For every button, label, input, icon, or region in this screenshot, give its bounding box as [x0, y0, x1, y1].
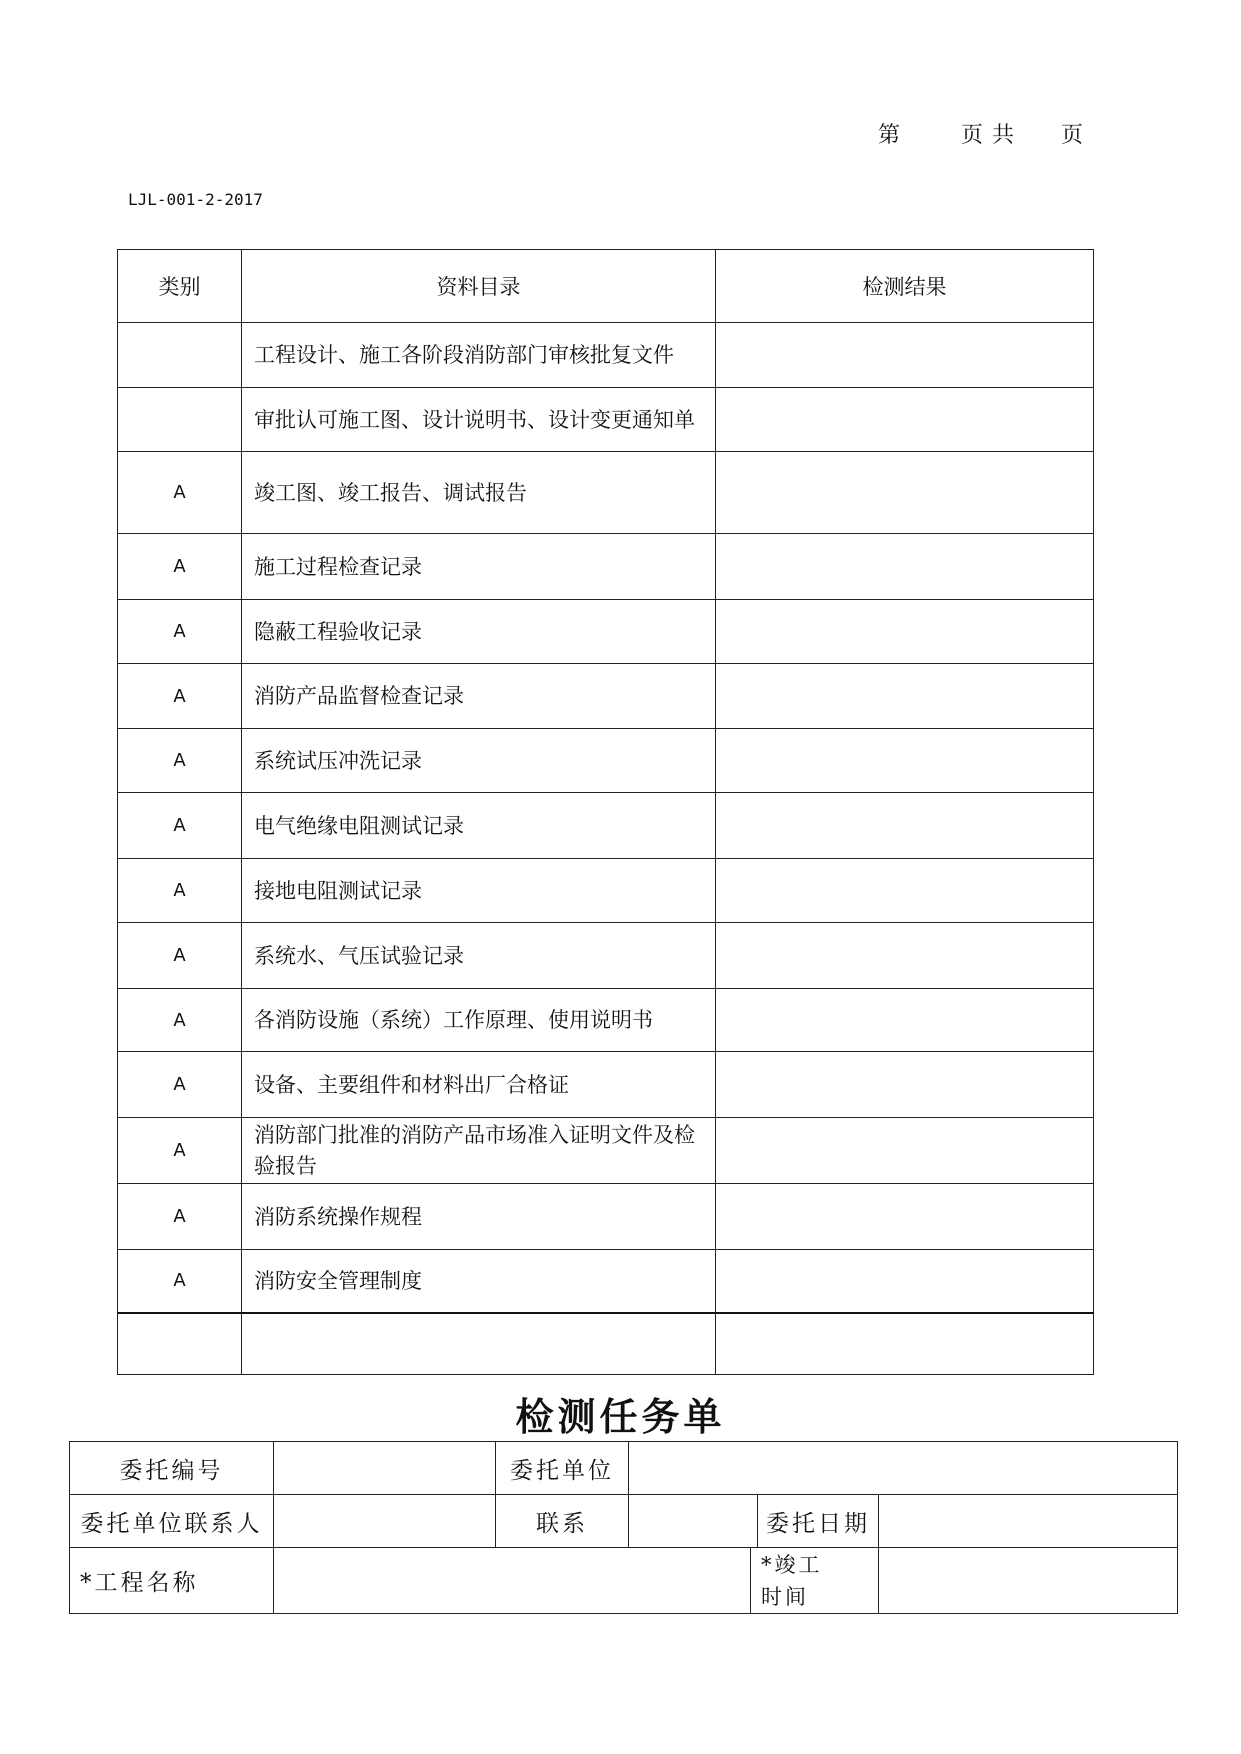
row-item: 施工过程检查记录	[242, 534, 716, 600]
table-row	[118, 1052, 1094, 1118]
table-row	[118, 452, 1094, 534]
unit-contact-field[interactable]	[274, 1495, 496, 1548]
table-row	[118, 600, 1094, 664]
page-header-part2: 页 共	[961, 123, 1016, 148]
row-category: A	[118, 1250, 242, 1313]
contact-label: 联系	[496, 1495, 629, 1548]
commission-no-label: 委托编号	[70, 1442, 274, 1495]
empty-category-cell[interactable]	[118, 1313, 242, 1375]
row-item: 系统试压冲洗记录	[242, 729, 716, 793]
header-inspection-result: 检测结果	[716, 250, 1094, 323]
page-header-part3: 页	[1061, 123, 1085, 148]
row-item: 接地电阻测试记录	[242, 859, 716, 923]
row-category: A	[118, 859, 242, 923]
row-item: 审批认可施工图、设计说明书、设计变更通知单	[242, 388, 716, 452]
row-item: 设备、主要组件和材料出厂合格证	[242, 1052, 716, 1118]
table-row	[118, 323, 1094, 388]
row-result-cell[interactable]	[716, 989, 1094, 1052]
row-item: 隐蔽工程验收记录	[242, 600, 716, 664]
task-form-title: 检测任务单	[515, 1394, 726, 1439]
row-category	[118, 388, 242, 452]
row-item: 竣工图、竣工报告、调试报告	[242, 452, 716, 534]
unit-contact-label: 委托单位联系人	[70, 1495, 274, 1548]
row-item: 系统水、气压试验记录	[242, 923, 716, 989]
row-item: 工程设计、施工各阶段消防部门审核批复文件	[242, 323, 716, 388]
row-category: A	[118, 989, 242, 1052]
task-row-contact	[70, 1495, 1178, 1548]
row-result-cell[interactable]	[716, 388, 1094, 452]
completion-time-label	[751, 1548, 879, 1614]
table-row	[118, 923, 1094, 989]
table-row	[118, 1118, 1094, 1184]
row-result-cell[interactable]	[716, 1052, 1094, 1118]
row-result-cell[interactable]	[716, 793, 1094, 859]
row-category: A	[118, 600, 242, 664]
table-row	[118, 534, 1094, 600]
table-row	[118, 729, 1094, 793]
row-result-cell[interactable]	[716, 1250, 1094, 1313]
row-result-cell[interactable]	[716, 600, 1094, 664]
table-row-empty	[118, 1313, 1094, 1375]
row-item: 各消防设施（系统）工作原理、使用说明书	[242, 989, 716, 1052]
row-result-cell[interactable]	[716, 323, 1094, 388]
commission-unit-field[interactable]	[629, 1442, 1178, 1495]
commission-no-field[interactable]	[274, 1442, 496, 1495]
row-result-cell[interactable]	[716, 1118, 1094, 1184]
row-item: 消防产品监督检查记录	[242, 664, 716, 729]
project-name-label: *工程名称	[70, 1548, 274, 1614]
inspection-task-form	[69, 1441, 1178, 1614]
task-row-project	[70, 1548, 1178, 1614]
row-result-cell[interactable]	[716, 859, 1094, 923]
row-item: 消防安全管理制度	[242, 1250, 716, 1313]
task-row-commission	[70, 1442, 1178, 1495]
page-header-part1: 第	[878, 123, 902, 148]
table-row	[118, 989, 1094, 1052]
table-row	[118, 1184, 1094, 1250]
header-document-list: 资料目录	[242, 250, 716, 323]
row-category: A	[118, 923, 242, 989]
row-result-cell[interactable]	[716, 534, 1094, 600]
commission-unit-label: 委托单位	[496, 1442, 629, 1495]
row-item: 消防部门批准的消防产品市场准入证明文件及检验报告	[242, 1118, 716, 1184]
table-row	[118, 1250, 1094, 1313]
commission-date-field[interactable]	[879, 1495, 1178, 1548]
row-category: A	[118, 1184, 242, 1250]
table-row	[118, 388, 1094, 452]
empty-item-cell[interactable]	[242, 1313, 716, 1375]
completion-time-label-line2: 时间	[761, 1584, 809, 1609]
contact-field[interactable]	[629, 1495, 758, 1548]
row-item: 电气绝缘电阻测试记录	[242, 793, 716, 859]
row-result-cell[interactable]	[716, 452, 1094, 534]
table-row	[118, 793, 1094, 859]
table-row	[118, 664, 1094, 729]
empty-result-cell[interactable]	[716, 1313, 1094, 1375]
header-category: 类别	[118, 250, 242, 323]
row-result-cell[interactable]	[716, 1184, 1094, 1250]
commission-date-label: 委托日期	[758, 1495, 879, 1548]
row-category: A	[118, 729, 242, 793]
row-category	[118, 323, 242, 388]
row-category: A	[118, 1118, 242, 1184]
row-result-cell[interactable]	[716, 729, 1094, 793]
completion-time-field[interactable]	[879, 1548, 1178, 1614]
row-category: A	[118, 664, 242, 729]
document-catalog-table	[117, 249, 1094, 1375]
row-result-cell[interactable]	[716, 923, 1094, 989]
row-category: A	[118, 793, 242, 859]
row-category: A	[118, 534, 242, 600]
table-row	[118, 859, 1094, 923]
row-result-cell[interactable]	[716, 664, 1094, 729]
row-category: A	[118, 1052, 242, 1118]
page-number-header	[878, 118, 1084, 149]
catalog-header-row	[118, 250, 1094, 323]
document-code: LJL-001-2-2017	[128, 190, 263, 209]
completion-time-label-line1: *竣工	[761, 1552, 823, 1577]
row-item: 消防系统操作规程	[242, 1184, 716, 1250]
row-category: A	[118, 452, 242, 534]
project-name-field[interactable]	[274, 1548, 751, 1614]
